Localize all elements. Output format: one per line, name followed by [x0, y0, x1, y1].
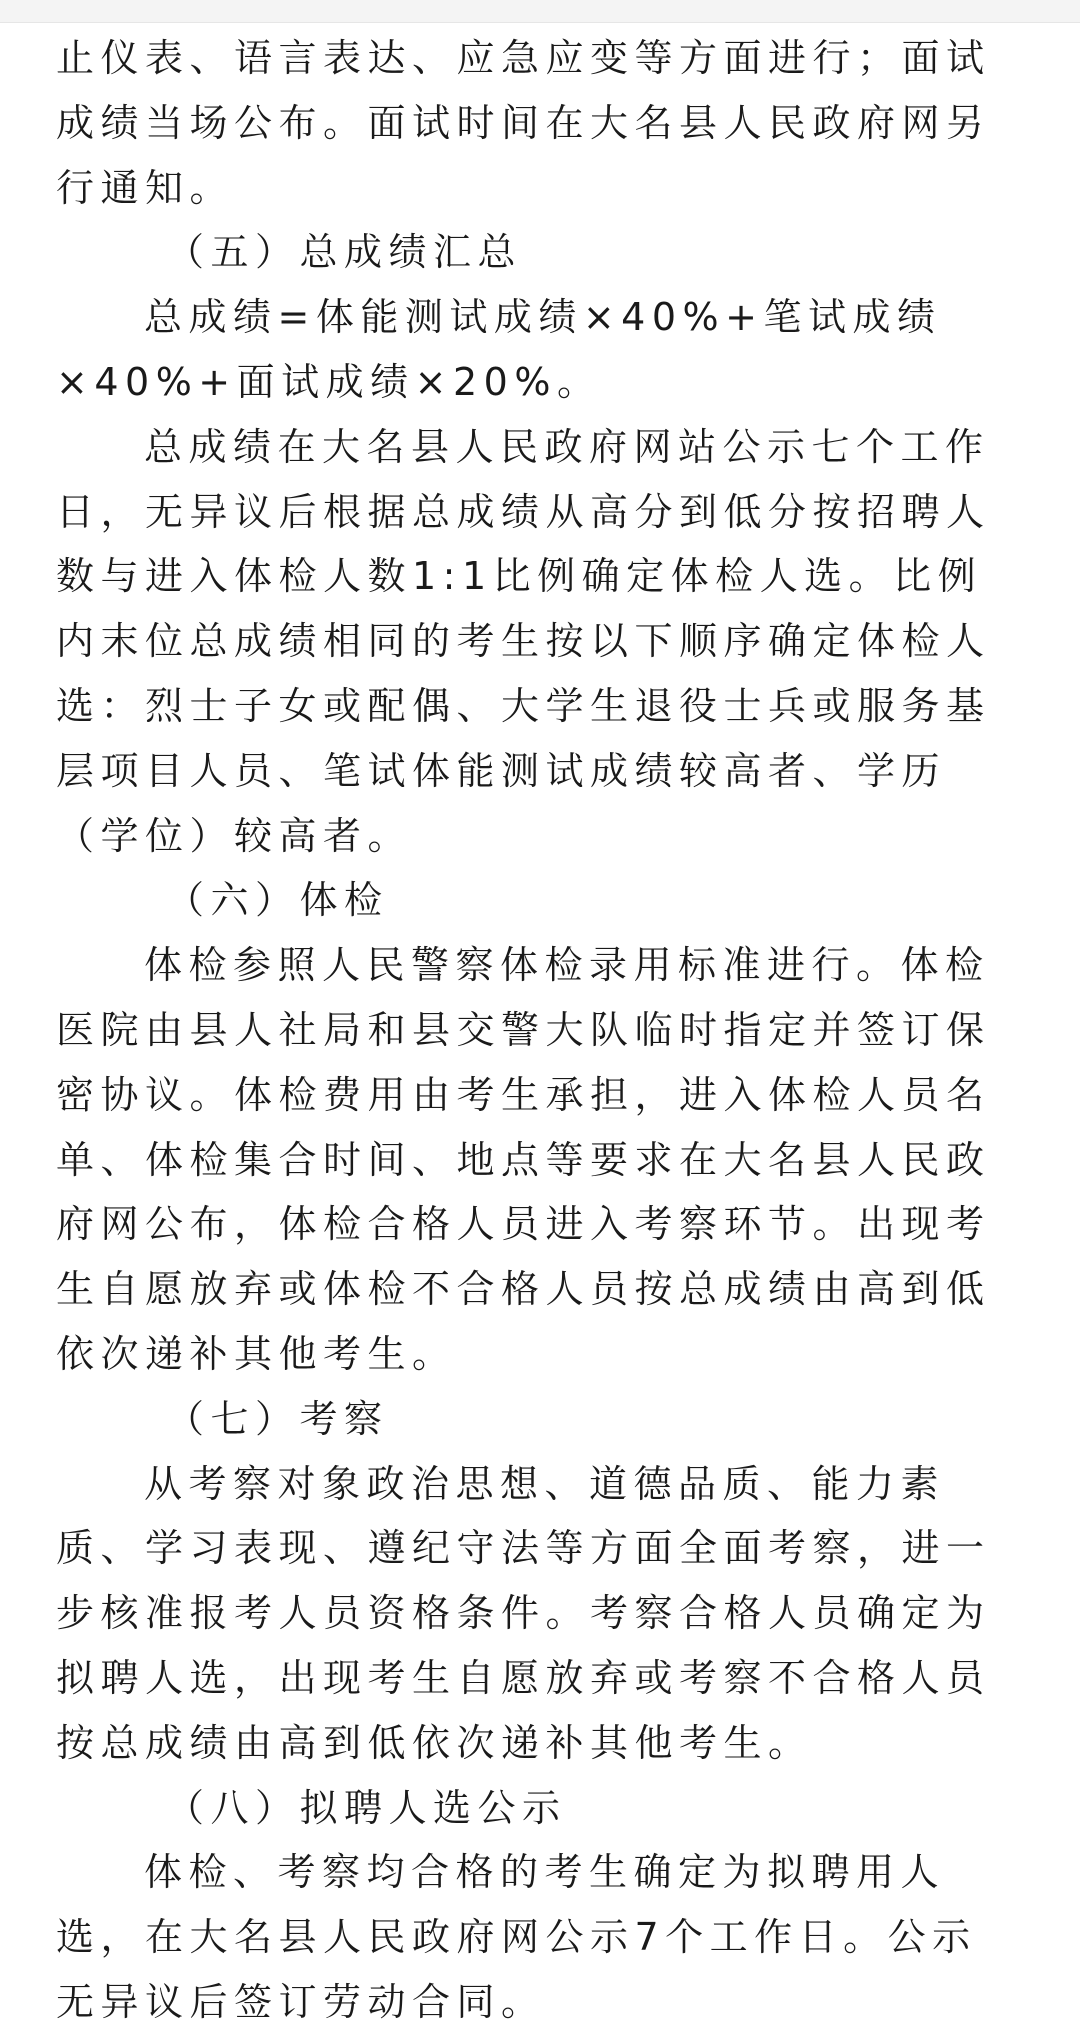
top-bar [0, 0, 1080, 23]
section-heading-5: （五）总成绩汇总 [166, 230, 523, 275]
section-heading-8: （八）拟聘人选公示 [166, 1785, 567, 1830]
text-line: 依次递补其他考生。 [56, 1331, 457, 1376]
text-line: 府网公布，体检合格人员进入考察环节。出现考 [56, 1202, 991, 1247]
text-line: 质、学习表现、遵纪守法等方面全面考察，进一 [56, 1526, 991, 1571]
text-line: 止仪表、语言表达、应急应变等方面进行；面试 [56, 36, 991, 80]
text-line: 层项目人员、笔试体能测试成绩较高者、学历 [56, 748, 947, 793]
text-line: 选，在大名县人民政府网公示7个工作日。公示 [56, 1915, 977, 1960]
text-line: ×40%+面试成绩×20%。 [56, 359, 602, 404]
text-line: 数与进入体检人数1:1比例确定体检人选。比例 [56, 554, 983, 599]
document-body [56, 26, 1016, 2035]
text-line: 拟聘人选，出现考生自愿放弃或考察不合格人员 [56, 1655, 991, 1700]
text-line: 日，无异议后根据总成绩从高分到低分按招聘人 [56, 489, 991, 534]
text-line: 从考察对象政治思想、道德品质、能力素 [144, 1461, 946, 1506]
text-line: 行通知。 [56, 165, 235, 210]
text-line: 步核准报考人员资格条件。考察合格人员确定为 [56, 1591, 991, 1636]
text-line: 无异议后签订劳动合同。 [56, 1979, 546, 2024]
text-line: 医院由县人社局和县交警大队临时指定并签订保 [56, 1007, 991, 1052]
section-heading-6: （六）体检 [166, 878, 389, 923]
text-line: 内末位总成绩相同的考生按以下顺序确定体检人 [56, 619, 991, 664]
text-line: （学位）较高者。 [56, 813, 413, 858]
text-line: 密协议。体检费用由考生承担，进入体检人员名 [56, 1072, 991, 1117]
text-line: 成绩当场公布。面试时间在大名县人民政府网另 [56, 100, 991, 145]
text-line: 总成绩=体能测试成绩×40%+笔试成绩 [144, 295, 942, 340]
section-heading-7: （七）考察 [166, 1396, 389, 1441]
text-line: 生自愿放弃或体检不合格人员按总成绩由高到低 [56, 1267, 991, 1312]
text-line: 体检参照人民警察体检录用标准进行。体检 [144, 943, 990, 988]
text-line: 选：烈士子女或配偶、大学生退役士兵或服务基 [56, 683, 991, 728]
text-line: 单、体检集合时间、地点等要求在大名县人民政 [56, 1137, 991, 1182]
text-line: 体检、考察均合格的考生确定为拟聘用人 [144, 1850, 946, 1895]
text-line: 按总成绩由高到低依次递补其他考生。 [56, 1720, 813, 1765]
text-line: 总成绩在大名县人民政府网站公示七个工作 [144, 424, 990, 469]
